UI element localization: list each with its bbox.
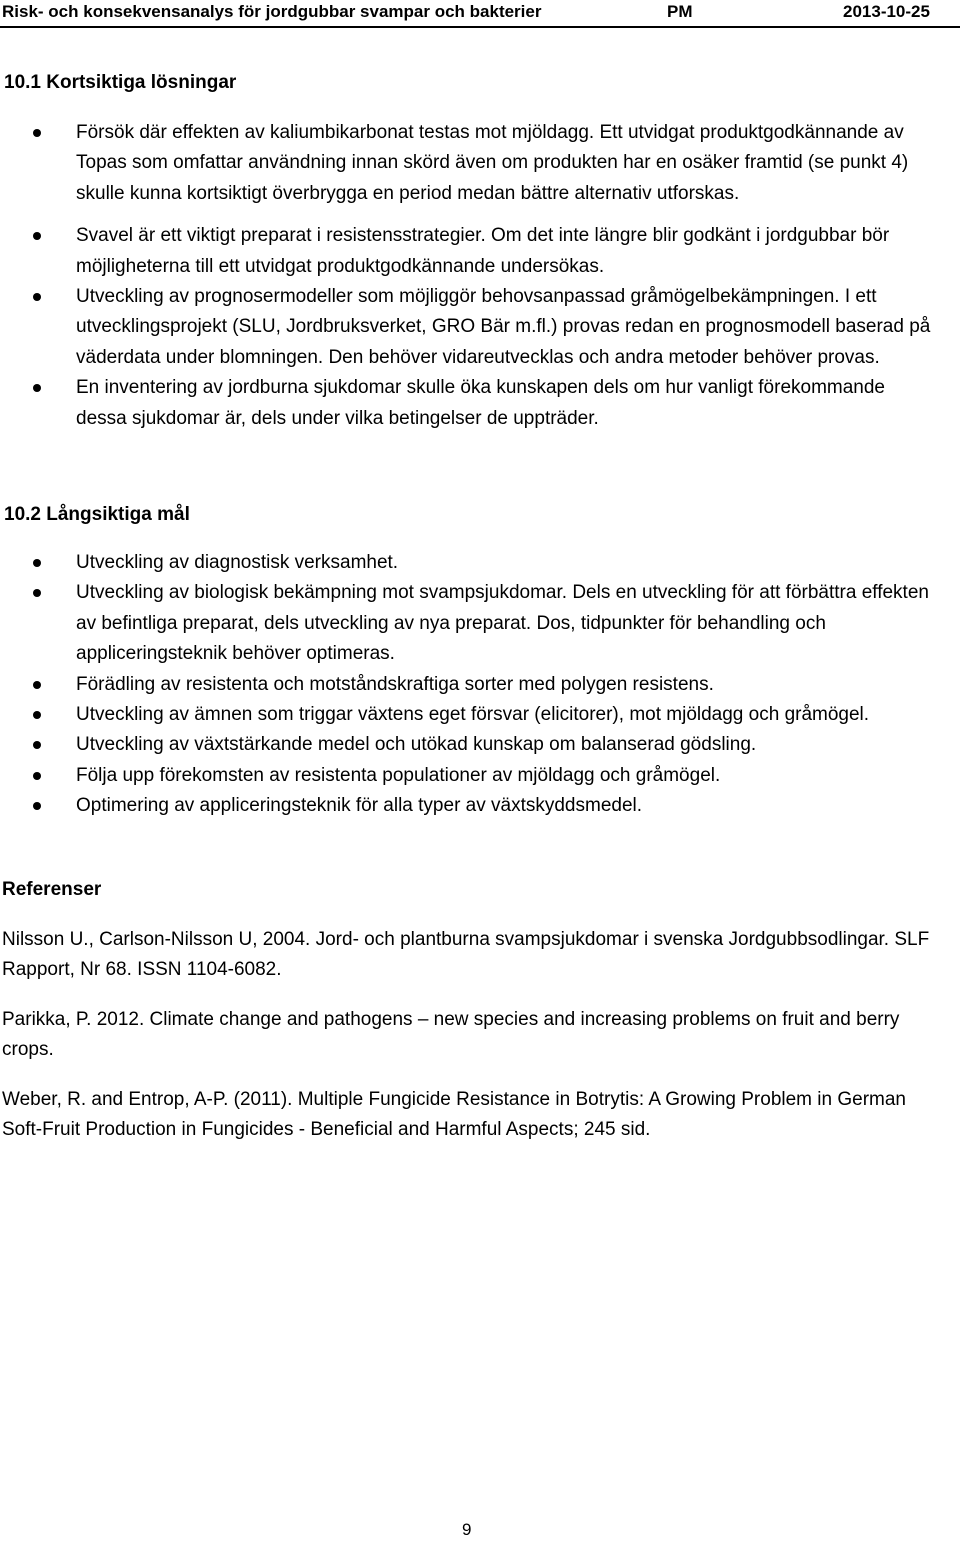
list-item <box>0 730 940 760</box>
list-item <box>0 761 940 791</box>
list-item <box>0 700 940 730</box>
references-list <box>2 925 932 1165</box>
reference-item: Weber, R. and Entrop, A-P. (2011). Multiple Fungicide Resistance in Botrytis: A Growing Problem in German Soft-Fruit Production in Fungicides - Beneficial and Harmful Aspects; 245 sid. <box>2 1089 906 1140</box>
page-header <box>0 0 960 28</box>
bullet-icon <box>33 384 41 392</box>
reference-item: Parikka, P. 2012. Climate change and pathogens – new species and increasing problems on fruit and berry crops. <box>2 1009 900 1060</box>
short-term-list <box>0 118 940 434</box>
bullet-icon <box>33 293 41 301</box>
bullet-icon <box>33 559 41 567</box>
section-heading-short-term: 10.1 Kortsiktiga lösningar <box>4 72 237 93</box>
bullet-icon <box>33 711 41 719</box>
list-item-text: Förädling av resistenta och motståndskraftiga sorter med polygen resistens. <box>76 673 714 695</box>
list-item-text: Optimering av appliceringsteknik för alla typer av växtskyddsmedel. <box>76 795 643 817</box>
list-item <box>0 548 940 578</box>
list-item <box>0 791 940 821</box>
list-item <box>0 221 940 282</box>
list-item <box>0 670 940 700</box>
bullet-icon <box>33 681 41 689</box>
list-item-text: Utveckling av växtstärkande medel och utökad kunskap om balanserad gödsling. <box>76 734 757 756</box>
page-number: 9 <box>462 1520 472 1539</box>
list-item-text: Utveckling av prognosermodeller som möjliggör behovsanpassad gråmögelbekämpningen. I ett utvecklingsprojekt (SLU, Jordbruksverket, GRO Bär m.fl.) provas redan en prognosmodell baserad på väderdata under blomningen. Den behöver vidareutvecklas och andra metoder behöver provas. <box>76 286 931 368</box>
list-item <box>0 373 940 434</box>
references-heading: Referenser <box>2 879 102 900</box>
bullet-icon <box>33 129 41 137</box>
long-term-list <box>0 548 940 822</box>
section-heading-long-term: 10.2 Långsiktiga mål <box>4 504 190 525</box>
reference-item: Nilsson U., Carlson-Nilsson U, 2004. Jord- och plantburna svampsjukdomar i svenska Jordgubbsodlingar. SLF Rapport, Nr 68. ISSN 1104-6082. <box>2 929 930 980</box>
list-item-text: Försök där effekten av kaliumbikarbonat testas mot mjöldagg. Ett utvidgat produktgodkännande av Topas som omfattar användning innan skörd även om produkten har en osäker framtid (se punkt 4) skulle kunna kortsiktigt överbrygga en period medan bättre alternativ utforskas. <box>76 122 909 204</box>
bullet-icon <box>33 772 41 780</box>
list-item <box>0 578 940 669</box>
list-item-text: Utveckling av ämnen som triggar växtens eget försvar (elicitorer), mot mjöldagg och gråmögel. <box>76 704 870 726</box>
list-item-text: Utveckling av biologisk bekämpning mot svampsjukdomar. Dels en utveckling för att förbättra effekten av befintliga preparat, dels utveckling av nya preparat. Dos, tidpunkter för behandling och appliceringsteknik behöver optimeras. <box>76 582 929 665</box>
header-date: 2013-10-25 <box>843 2 930 21</box>
header-author: PM <box>667 2 693 21</box>
bullet-icon <box>33 589 41 597</box>
list-item <box>0 118 940 209</box>
list-item-text: Svavel är ett viktigt preparat i resistensstrategier. Om det inte längre blir godkänt i jordgubbar bör möjligheterna till ett utvidgat produktgodkännande undersökas. <box>76 225 890 277</box>
list-item-text: En inventering av jordburna sjukdomar skulle öka kunskapen dels om hur vanligt förekommande dessa sjukdomar är, dels under vilka betingelser de uppträder. <box>76 377 885 429</box>
list-item-text: Följa upp förekomsten av resistenta populationer av mjöldagg och gråmögel. <box>76 764 721 786</box>
bullet-icon <box>33 232 41 240</box>
bullet-icon <box>33 802 41 810</box>
header-title: Risk- och konsekvensanalys för jordgubbar svampar och bakterier <box>2 2 542 21</box>
list-item <box>0 282 940 373</box>
bullet-icon <box>33 741 41 749</box>
list-item-text: Utveckling av diagnostisk verksamhet. <box>76 552 399 573</box>
